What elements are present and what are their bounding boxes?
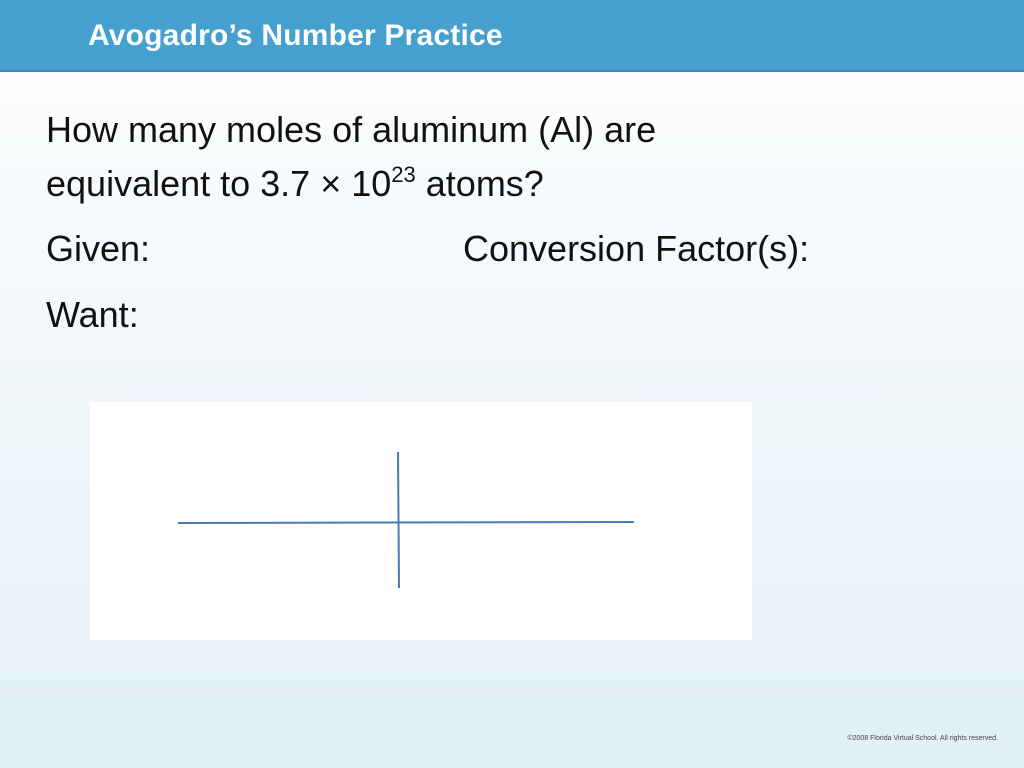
want-label: Want:	[46, 294, 139, 335]
question-line-2-end: atoms?	[415, 163, 544, 204]
conversion-t-chart	[90, 402, 752, 640]
question-line-2	[46, 162, 544, 204]
horizontal-line	[178, 522, 634, 523]
question-line-1: How many moles of aluminum (Al) are	[46, 109, 657, 150]
given-label: Given:	[46, 228, 151, 269]
exponent: 23	[391, 162, 416, 187]
conversion-diagram-panel	[90, 402, 752, 640]
slide-title: Avogadro’s Number Practice	[88, 19, 503, 52]
question-line-2-text: equivalent to 3.7 × 10	[46, 163, 392, 204]
title-bar	[0, 0, 1024, 72]
conversion-factor-label: Conversion Factor(s):	[463, 228, 810, 269]
copyright-footer: ©2008 Florida Virtual School. All rights reserved.	[847, 735, 998, 742]
vertical-line	[398, 452, 399, 588]
